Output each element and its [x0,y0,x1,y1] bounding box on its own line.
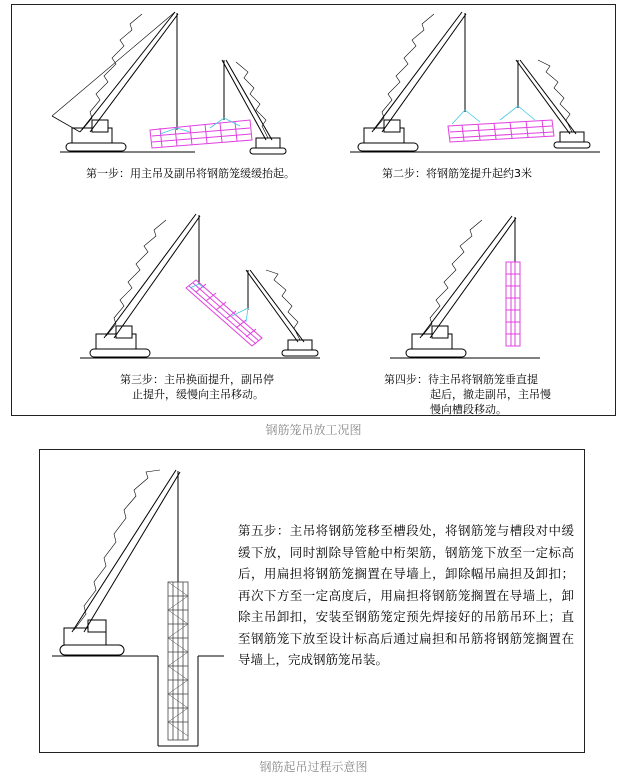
panel-2-caption: 第二步：将钢筋笼提升起约3米 [382,167,532,180]
step-5-description: 第五步：主吊将钢筋笼移至槽段处，将钢筋笼与槽段对中缓缓下放，同时割除导管舱中桁架筋，钢筋笼下放至一定标高后，用扁担将钢筋笼搁置在导墙上，卸除幅吊扁担及卸扣；再次下方至一定高度后，用扁担将钢筋笼搁置在导墙上，卸除主吊卸扣，安装至钢筋笼定预先焊接好的吊筋吊环上；直至钢筋笼下放至设计标高后通过扁担和吊筋将钢筋笼搁置在导墙上，完成钢筋笼吊装。 [238,523,574,667]
panel-4-caption-line-3: 慢向槽段移动。 [430,403,507,416]
step-5-rebar-cage [168,582,188,740]
step-5-crane [60,470,180,655]
panel-3-caption-line-1: 第三步：主吊换面提升，副吊停 [120,373,274,386]
figure-2-caption: 钢筋起吊过程示意图 [259,760,368,774]
panel-4-caption-line-2: 起后，撤走副吊，主吊慢 [430,388,551,401]
panel-4-caption-line-1: 第四步：待主吊将钢筋笼垂直提 [384,373,538,386]
figure-1-caption: 钢筋笼吊放工况图 [265,423,362,437]
panel-1-caption: 第一步：用主吊及副吊将钢筋笼缓缓抬起。 [86,167,295,180]
step-5-ground [52,656,224,746]
panel-3-caption-line-2: 止提升，缓慢向主吊移动。 [132,388,264,401]
